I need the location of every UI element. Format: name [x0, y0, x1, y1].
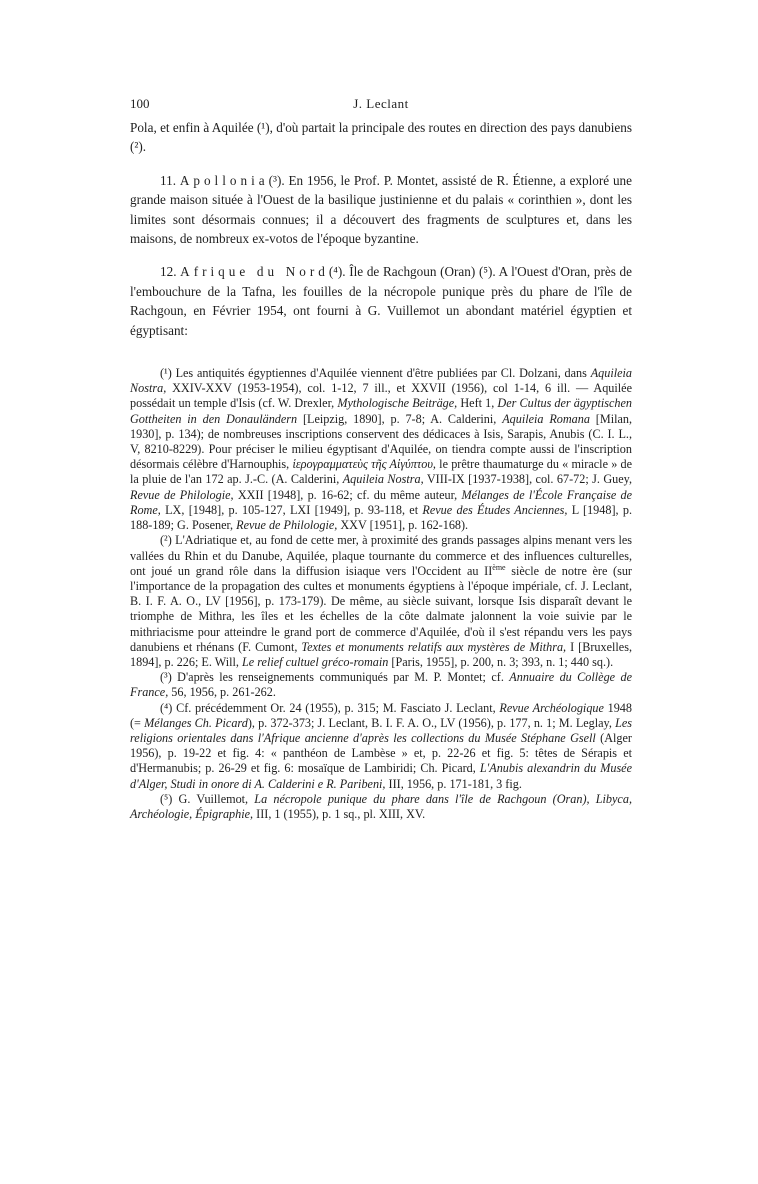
footnote-2: (²) L'Adriatique et, au fond de cette mer, à proximité des grands passages alpins menant vers les vallées du Rhin et du Danube, Aquilée, plaque tournante du commerce et des influences culturelles, ont joué un grand rôle dans la diffusion isiaque vers l'Occident au IIème siècle de notre ère (sur l'importance de la propagation des cultes et monuments égyptiens à l'époque impériale, cf. J. Leclant, B. I. F. A. O., LV [1956], p. 173-179). De même, au siècle suivant, lorsque Isis disparaît devant le triomphe de Mithra, les îles et les échelles de la côte dalmate jalonnent la voie suivie par le mithriacisme pour atteindre le grand port de commerce d'Aquilée, d'où il s'est répandu vers les pays danubiens et rhénans (F. Cumont, Textes et monuments relatifs aux mystères de Mithra, I [Bruxelles, 1894], p. 226; E. Will, Le relief cultuel gréco-romain [Paris, 1955], p. 200, n. 3; 393, n. 1; 440 sq.).: [130, 533, 632, 669]
footnote-1: (¹) Les antiquités égyptiennes d'Aquilée viennent d'être publiées par Cl. Dolzani, dans Aquileia Nostra, XXIV-XXV (1953-1954), col. 1-12, 7 ill., et XXVII (1956), col 1-14, 6 ill. — Aquilée possédait un temple d'Isis (cf. W. Drexler, Mythologische Beiträge, Heft 1, Der Cultus der ägyptischen Gottheiten in den Donauländern [Leipzig, 1890], p. 7-8; A. Calderini, Aquileia Romana [Milan, 1930], p. 134); de nombreuses inscriptions conservent des dédicaces à Isis, Sarapis, Anubis (C. I. L., V, 8210-8229). Pour préciser le milieu égyptisant d'Aquilée, on tiendra compte aussi de l'inscription désormais célèbre d'Harnouphis, ἱερογραμματεὺς τῆς Αἰγύπτου, le prêtre thaumaturge du « miracle » de la pluie de l'an 172 ap. J.-C. (A. Calderini, Aquileia Nostra, VIII-IX [1937-1938], col. 67-72; J. Guey, Revue de Philologie, XXII [1948], p. 16-62; cf. du même auteur, Mélanges de l'École Française de Rome, LX, [1948], p. 105-127, LXI [1949], p. 93-118, et Revue des Études Anciennes, L [1948], p. 188-189; G. Posener, Revue de Philologie, XXV [1951], p. 162-168).: [130, 366, 633, 533]
footnote-5: (⁵) G. Vuillemot, La nécropole punique du phare dans l'île de Rachgoun (Oran), Libyca, Archéologie, Épigraphie, III, 1 (1955), p. 1 sq., pl. XIII, XV.: [130, 791, 632, 821]
footnote-3: (³) D'après les renseignements communiqués par M. P. Montet; cf. Annuaire du Collège de France, 56, 1956, p. 261-262.: [130, 670, 632, 700]
continued-paragraph: Pola, et enfin à Aquilée (¹), d'où partait la principale des routes en direction des pays danubiens (²).: [130, 120, 632, 155]
main-text: [130, 118, 632, 340]
page-number: 100: [130, 96, 150, 111]
section-place: Afrique du Nord: [180, 264, 329, 280]
running-header: [130, 96, 632, 118]
paragraph-11: 11. Apollonia(³). En 1956, le Prof. P. Montet, assisté de R. Étienne, a exploré une grande maison située à l'Ouest de la basilique justinienne et du palais « corinthien », dont les limites sont désormais connues; il a découvert des fragments de sculptures et, dans les maisons, de nombreux ex-votos de l'époque byzantine.: [130, 172, 632, 247]
page: [130, 96, 632, 822]
paragraph-12: 12. Afrique du Nord(⁴). Île de Rachgoun (Oran) (⁵). A l'Ouest d'Oran, près de l'embouchure de la Tafna, les fouilles de la nécropole punique près du phare de l'île de Rachgoun, en Février 1954, ont fourni à G. Vuillemot un abondant matériel égyptien et égyptisant:: [130, 264, 632, 338]
footnotes: [130, 366, 632, 822]
section-place: Apollonia: [179, 172, 269, 188]
section-number: 11.: [160, 172, 176, 188]
footnote-4: (⁴) Cf. précédemment Or. 24 (1955), p. 315; M. Fasciato J. Leclant, Revue Archéologique 1948 (= Mélanges Ch. Picard), p. 372-373; J. Leclant, B. I. F. A. O., LV (1956), p. 177, n. 1; M. Leglay, Les religions orientales dans l'Afrique ancienne d'après les collections du Musée Stéphane Gsell (Alger 1956), p. 19-22 et fig. 4: « panthéon de Lambèse » et, p. 22-26 et fig. 5: têtes de Sérapis et d'Hermanubis; p. 26-29 et fig. 6: mosaïque de Lambiridi; Ch. Picard, L'Anubis alexandrin du Musée d'Alger, Studi in onore di A. Calderini e R. Paribeni, III, 1956, p. 171-181, 3 fig.: [130, 700, 633, 791]
note-ref: (⁴).: [328, 264, 346, 280]
section-number: 12.: [160, 264, 177, 280]
running-head: J. Leclant: [353, 96, 409, 111]
note-ref: (³).: [268, 172, 285, 188]
